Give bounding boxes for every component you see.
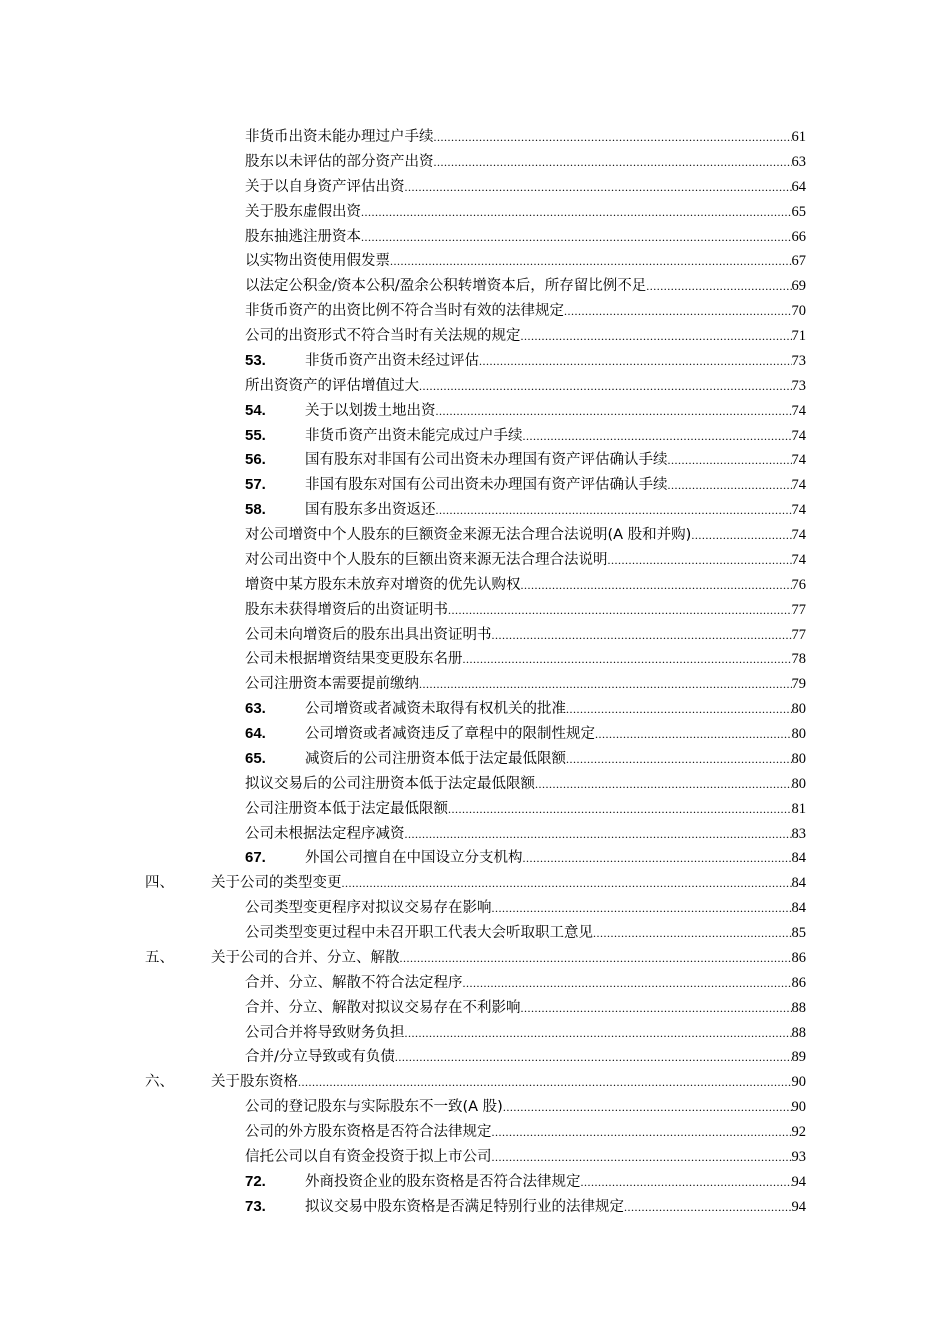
toc-page-number: 94: [791, 1173, 806, 1190]
toc-entry[interactable]: [0, 448, 950, 473]
toc-entry-title: 关于以自身资产评估出资: [245, 178, 405, 195]
toc-page-number: 92: [791, 1124, 806, 1140]
toc-page-number: 74: [791, 502, 806, 519]
toc-page-number: 65: [791, 203, 806, 220]
toc-dot-leader: [479, 349, 792, 374]
toc-entry-title: 非货币出资未能办理过户手续: [245, 129, 434, 145]
toc-entry-title: 非货币资产出资未能完成过户手续: [305, 427, 523, 444]
toc-dot-leader: [448, 797, 792, 822]
toc-entry-title: 公司增资或者减资未取得有权机关的批准: [305, 701, 566, 718]
toc-entry[interactable]: [0, 374, 950, 399]
toc-entry-title: 公司未向增资后的股东出具出资证明书: [245, 626, 492, 643]
toc-entry[interactable]: [0, 399, 950, 424]
toc-dot-leader: [400, 946, 792, 971]
toc-page-number: 90: [791, 1099, 806, 1116]
toc-entry-title: 关于股东虚假出资: [245, 203, 361, 220]
toc-entry[interactable]: [0, 772, 950, 797]
toc-section-number: 五、: [145, 949, 174, 966]
toc-entry-number: 72.: [245, 1172, 266, 1190]
toc-dot-leader: [593, 921, 792, 946]
toc-entry[interactable]: [0, 548, 950, 573]
toc-entry[interactable]: [0, 846, 950, 871]
toc-dot-leader: [405, 1021, 792, 1046]
toc-entry[interactable]: [0, 1070, 950, 1095]
toc-page-number: 73: [791, 377, 806, 394]
toc-dot-leader: [646, 274, 791, 299]
toc-dot-leader: [668, 473, 792, 498]
toc-page-number: 74: [791, 452, 806, 469]
toc-page-number: 94: [791, 1198, 806, 1215]
toc-section-number: 六、: [145, 1074, 174, 1091]
toc-page-number: 70: [791, 303, 806, 320]
toc-entry-title: 对公司出资中个人股东的巨额出资来源无法合理合法说明: [245, 551, 608, 568]
toc-entry[interactable]: [0, 299, 950, 324]
toc-entry-title: 公司注册资本低于法定最低限额: [245, 800, 448, 817]
toc-dot-leader: [434, 125, 792, 150]
toc-entry-number: 54.: [245, 401, 266, 419]
toc-entry[interactable]: [0, 996, 950, 1021]
toc-entry-title: 拟议交易后的公司注册资本低于法定最低限额: [245, 775, 535, 792]
toc-entry-title: 关于公司的类型变更: [211, 875, 342, 892]
toc-entry-title: 公司增资或者减资违反了章程中的限制性规定: [305, 726, 595, 742]
toc-entry-title: 合并、分立、解散不符合法定程序: [245, 974, 463, 991]
toc-entry[interactable]: [0, 1145, 950, 1170]
toc-page-number: 80: [791, 726, 806, 742]
toc-dot-leader: [535, 772, 792, 797]
toc-entry[interactable]: [0, 349, 950, 374]
toc-page-number: 71: [791, 328, 806, 344]
toc-entry[interactable]: [0, 324, 950, 349]
toc-entry-title: 关于以划拨土地出资: [305, 402, 436, 419]
toc-entry[interactable]: [0, 1095, 950, 1120]
toc-page-number: 90: [791, 1074, 806, 1091]
toc-entry-title: 非货币资产出资未经过评估: [305, 352, 479, 369]
toc-page-number: 79: [791, 676, 806, 693]
toc-dot-leader: [523, 846, 792, 871]
toc-entry[interactable]: [0, 598, 950, 623]
toc-entry[interactable]: [0, 747, 950, 772]
toc-page-number: 88: [791, 1024, 806, 1041]
toc-page-number: 89: [791, 1049, 806, 1066]
toc-entry-title: 公司注册资本需要提前缴纳: [245, 676, 419, 693]
toc-dot-leader: [361, 200, 792, 225]
toc-dot-leader: [463, 647, 792, 672]
toc-section-number: 四、: [145, 875, 174, 892]
toc-page-number: 77: [791, 626, 806, 643]
toc-dot-leader: [463, 971, 792, 996]
toc-entry-title: 非国有股东对国有公司出资未办理国有资产评估确认手续: [305, 477, 668, 494]
toc-entry-title: 公司未根据增资结果变更股东名册: [245, 651, 463, 668]
toc-dot-leader: [436, 498, 792, 523]
toc-page-number: 84: [791, 875, 806, 892]
toc-entry-title: 关于股东资格: [211, 1074, 298, 1091]
toc-dot-leader: [521, 573, 792, 598]
toc-entry-number: 58.: [245, 501, 266, 519]
toc-entry[interactable]: [0, 1021, 950, 1046]
toc-entry[interactable]: [0, 946, 950, 971]
toc-page-number: 77: [791, 601, 806, 618]
toc-page-number: 74: [791, 402, 806, 419]
toc-entry[interactable]: [0, 871, 950, 896]
toc-entry[interactable]: [0, 896, 950, 921]
toc-page-number: 74: [791, 551, 806, 568]
toc-dot-leader: [419, 672, 792, 697]
toc-entry[interactable]: [0, 697, 950, 722]
toc-page-number: 80: [791, 775, 806, 792]
toc-entry-title: 合并/分立导致或有负债: [245, 1049, 395, 1066]
toc-dot-leader: [581, 1170, 792, 1195]
toc-entry-title: 外国公司擅自在中国设立分支机构: [305, 850, 523, 867]
toc-entry-number: 63.: [245, 700, 266, 718]
toc-dot-leader: [361, 225, 792, 250]
toc-entry[interactable]: [0, 722, 950, 747]
toc-page-number: 63: [791, 153, 806, 170]
toc-entry-title: 以实物出资使用假发票: [245, 253, 390, 270]
toc-page-number: 66: [791, 228, 806, 245]
toc-dot-leader: [390, 249, 792, 274]
toc-dot-leader: [298, 1070, 792, 1095]
toc-page-number: 64: [791, 178, 806, 195]
toc-dot-leader: [434, 150, 792, 175]
toc-entry-number: 57.: [245, 476, 266, 494]
toc-dot-leader: [566, 697, 792, 722]
toc-entry[interactable]: [0, 523, 950, 548]
toc-dot-leader: [523, 424, 792, 449]
toc-page-number: 69: [791, 278, 806, 295]
toc-dot-leader: [448, 598, 792, 623]
toc-entry-number: 55.: [245, 426, 266, 444]
toc-page-number: 73: [791, 352, 806, 369]
toc-page-number: 74: [791, 527, 806, 543]
toc-entry-title: 股东抽逃注册资本: [245, 228, 361, 245]
toc-entry[interactable]: [0, 797, 950, 822]
toc-entry-title: 信托公司以自有资金投资于拟上市公司: [245, 1148, 492, 1165]
toc-dot-leader: [436, 399, 792, 424]
toc-page-number: 86: [791, 949, 806, 966]
toc-entry[interactable]: [0, 573, 950, 598]
toc-entry-title: 国有股东多出资返还: [305, 502, 436, 519]
toc-page-number: 86: [791, 974, 806, 991]
toc-entry[interactable]: [0, 1195, 950, 1220]
toc-dot-leader: [608, 548, 792, 573]
toc-entry-title: 公司的出资形式不符合当时有关法规的规定: [245, 328, 521, 344]
toc-dot-leader: [492, 1120, 792, 1145]
toc-entry-title: 公司类型变更过程中未召开职工代表大会听取职工意见: [245, 925, 593, 941]
toc-entry[interactable]: [0, 672, 950, 697]
toc-entry[interactable]: [0, 274, 950, 299]
toc-entry[interactable]: [0, 822, 950, 847]
toc-page-number: 81: [791, 800, 806, 817]
toc-dot-leader: [405, 822, 792, 847]
toc-dot-leader: [668, 448, 792, 473]
toc-entry-number: 64.: [245, 725, 266, 742]
toc-dot-leader: [521, 324, 792, 349]
toc-page-number: 74: [791, 427, 806, 444]
toc-page-number: 67: [791, 253, 806, 270]
toc-dot-leader: [405, 175, 792, 200]
toc-entry-title: 股东以未评估的部分资产出资: [245, 153, 434, 170]
toc-dot-leader: [564, 299, 792, 324]
toc-entry[interactable]: [0, 1170, 950, 1195]
toc-entry[interactable]: [0, 225, 950, 250]
toc-entry-title: 以法定公积金/资本公积/盈余公积转增资本后，所存留比例不足: [245, 278, 647, 295]
toc-entry-title: 外商投资企业的股东资格是否符合法律规定: [305, 1173, 581, 1190]
toc-entry-title: 公司的外方股东资格是否符合法律规定: [245, 1124, 492, 1140]
toc-entry-title: 公司类型变更程序对拟议交易存在影响: [245, 900, 492, 917]
toc-entry-title: 股东未获得增资后的出资证明书: [245, 601, 448, 618]
toc-page-number: 88: [791, 999, 806, 1016]
toc-page-number: 74: [791, 477, 806, 494]
toc-entry[interactable]: [0, 424, 950, 449]
toc-entry-title: 非货币资产的出资比例不符合当时有效的法律规定: [245, 303, 564, 320]
toc-page-number: 80: [791, 750, 806, 767]
toc-entry-number: 56.: [245, 451, 266, 469]
toc-entry-title: 关于公司的合并、分立、解散: [211, 949, 400, 966]
toc-entry[interactable]: [0, 498, 950, 523]
toc-entry-title: 公司未根据法定程序减资: [245, 825, 405, 842]
toc-dot-leader: [395, 1045, 792, 1070]
toc-entry-title: 公司合并将导致财务负担: [245, 1024, 405, 1041]
toc-dot-leader: [419, 374, 792, 399]
toc-entry-number: 73.: [245, 1197, 266, 1215]
toc-entry-title: 对公司增资中个人股东的巨额资金来源无法合理合法说明(A 股和并购): [245, 527, 692, 543]
toc-dot-leader: [492, 896, 792, 921]
toc-entry-title: 减资后的公司注册资本低于法定最低限额: [305, 750, 566, 767]
toc-entry[interactable]: [0, 971, 950, 996]
toc-dot-leader: [503, 1095, 792, 1120]
toc-dot-leader: [624, 1195, 792, 1220]
toc-entry[interactable]: [0, 125, 950, 150]
table-of-contents: [0, 125, 950, 1220]
toc-entry[interactable]: [0, 175, 950, 200]
toc-page-number: 84: [791, 850, 806, 867]
toc-page-number: 84: [791, 900, 806, 917]
toc-dot-leader: [691, 523, 791, 548]
toc-entry[interactable]: [0, 1045, 950, 1070]
toc-dot-leader: [521, 996, 792, 1021]
toc-entry-title: 国有股东对非国有公司出资未办理国有资产评估确认手续: [305, 452, 668, 469]
toc-entry[interactable]: [0, 473, 950, 498]
toc-entry[interactable]: [0, 200, 950, 225]
toc-entry-number: 53.: [245, 351, 266, 369]
toc-page-number: 61: [791, 129, 806, 145]
toc-entry-title: 所出资资产的评估增值过大: [245, 377, 419, 394]
toc-entry-number: 65.: [245, 749, 266, 767]
toc-dot-leader: [492, 1145, 792, 1170]
toc-entry-number: 67.: [245, 849, 266, 867]
toc-entry[interactable]: [0, 249, 950, 274]
toc-page-number: 78: [791, 651, 806, 668]
toc-page-number: 80: [791, 701, 806, 718]
toc-entry[interactable]: [0, 623, 950, 648]
toc-entry-title: 公司的登记股东与实际股东不一致(A 股): [245, 1099, 503, 1116]
toc-dot-leader: [566, 747, 792, 772]
toc-entry-title: 增资中某方股东未放弃对增资的优先认购权: [245, 576, 521, 593]
toc-dot-leader: [342, 871, 792, 896]
toc-dot-leader: [492, 623, 792, 648]
toc-page-number: 76: [791, 576, 806, 593]
toc-page-number: 83: [791, 825, 806, 842]
toc-entry[interactable]: [0, 150, 950, 175]
toc-page-number: 93: [791, 1148, 806, 1165]
toc-entry-title: 拟议交易中股东资格是否满足特别行业的法律规定: [305, 1198, 624, 1215]
toc-entry[interactable]: [0, 647, 950, 672]
toc-entry[interactable]: [0, 1120, 950, 1145]
toc-page-number: 85: [791, 925, 806, 941]
toc-entry[interactable]: [0, 921, 950, 946]
toc-dot-leader: [595, 722, 792, 747]
toc-entry-title: 合并、分立、解散对拟议交易存在不利影响: [245, 999, 521, 1016]
